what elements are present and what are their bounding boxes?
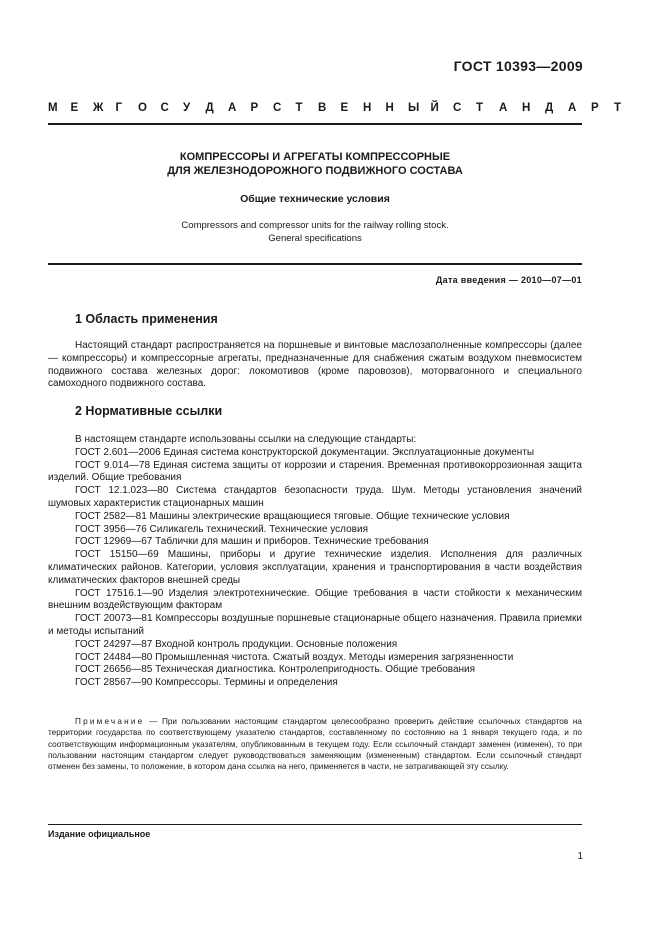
edition-label: Издание официальное xyxy=(48,829,151,839)
reference-item: ГОСТ 9.014—78 Единая система защиты от коррозии и старения. Временная противокоррозионная защита изделий. Общие требования xyxy=(48,459,582,484)
reference-item: ГОСТ 28567—90 Компрессоры. Термины и определения xyxy=(75,677,338,689)
reference-item: ГОСТ 3956—76 Силикагель технический. Технические условия xyxy=(75,523,368,535)
english-title-line-2: General specifications xyxy=(268,233,362,244)
banner-letter: Н xyxy=(363,102,372,114)
english-title xyxy=(48,219,582,245)
section-2-heading: 2 Нормативные ссылки xyxy=(75,404,223,418)
banner-letter: Ы xyxy=(408,102,420,114)
reference-item: ГОСТ 24484—80 Промышленная чистота. Сжатый воздух. Методы измерения загрязненности xyxy=(75,651,514,663)
banner-letter: С xyxy=(160,102,169,114)
banner-letter: Т xyxy=(476,102,484,114)
footer-divider xyxy=(48,824,582,825)
reference-item: ГОСТ 17516.1—90 Изделия электротехнические. Общие требования в части стойкости к механическим внешним воздействующим факторам xyxy=(48,587,582,612)
document-title xyxy=(48,150,582,178)
banner-letter: А xyxy=(228,102,237,114)
banner-letter: Р xyxy=(250,102,259,114)
reference-item: ГОСТ 15150—69 Машины, приборы и другие технические изделия. Исполнения для различных климатических районов. Категории, условия эксплуатации, хранения и транспортирования в части воздействия климатических факторов внешней среды xyxy=(48,549,582,586)
reference-item: ГОСТ 12.1.023—80 Система стандартов безопасности труда. Шум. Методы установления значений шумовых характеристик стационарных машин xyxy=(48,485,582,509)
banner-letter: Т xyxy=(614,102,622,114)
banner-letter: А xyxy=(568,102,577,114)
banner-letter: Й xyxy=(430,102,439,114)
banner-letter: Г xyxy=(115,102,123,114)
banner-letter: Д xyxy=(205,102,214,114)
document-subtitle: Общие технические условия xyxy=(240,193,390,205)
title-line-1: КОМПРЕССОРЫ И АГРЕГАТЫ КОМПРЕССОРНЫЕ xyxy=(179,151,451,163)
banner-letter: Н xyxy=(522,102,531,114)
banner-letter: Е xyxy=(340,102,349,114)
reference-item: ГОСТ 2.601—2006 Единая система конструкторской документации. Эксплуатационные документы xyxy=(75,446,535,458)
banner-word-interstate xyxy=(48,102,453,114)
banner-letter: В xyxy=(318,102,327,114)
banner-letter: Ж xyxy=(93,102,104,114)
gost-number: ГОСТ 10393—2009 xyxy=(453,58,583,74)
banner-letter: О xyxy=(138,102,147,114)
banner-letter: С xyxy=(273,102,282,114)
banner-letter: Е xyxy=(70,102,79,114)
title-divider xyxy=(48,263,582,265)
banner-letter: Р xyxy=(591,102,599,114)
page-number: 1 xyxy=(577,851,583,862)
section-2-intro: В настоящем стандарте использованы ссылки на следующие стандарты: xyxy=(75,434,417,445)
section-1-body xyxy=(48,340,582,391)
banner-letter: М xyxy=(48,102,58,114)
reference-item: ГОСТ 26656—85 Техническая диагностика. Контролепригодность. Общие требования xyxy=(75,664,476,676)
banner-letter: Т xyxy=(295,102,303,114)
banner-letter: У xyxy=(183,102,191,114)
banner-letter: А xyxy=(499,102,508,114)
note-label: Примечание xyxy=(75,717,145,726)
banner-letter: Д xyxy=(545,102,554,114)
banner-letter: Н xyxy=(385,102,394,114)
section-1-heading: 1 Область применения xyxy=(75,312,218,326)
intro-date: Дата введения — 2010—07—01 xyxy=(435,275,582,285)
reference-item: ГОСТ 24297—87 Входной контроль продукции. Основные положения xyxy=(75,638,398,650)
banner-letter: С xyxy=(453,102,462,114)
section-2-body xyxy=(48,434,582,690)
note-text: — При пользовании настоящим стандартом целесообразно проверить действие ссылочных стандартов на территории государства по соответствующему указателю стандартов, составленному по состоянию на 1 января текущего года, и по соответствующим информационным указателям, опубликованным в текущем году. Если ссылочный стандарт заменен (изменен), то при пользовании настоящим стандартом следует руководствоваться заменяющим (измененным) стандартом. Если ссылочный стандарт отменен без замены, то положение, в котором дана ссылка на него, применяется в части, не затрагивающей эту ссылку. xyxy=(48,717,582,772)
reference-item: ГОСТ 20073—81 Компрессоры воздушные поршневые стационарные общего назначения. Правила приемки и методы испытаний xyxy=(48,613,582,637)
reference-item: ГОСТ 2582—81 Машины электрические вращающиеся тяговые. Общие технические условия xyxy=(75,510,510,522)
reference-item: ГОСТ 12969—67 Таблички для машин и приборов. Технические требования xyxy=(75,536,429,548)
top-divider xyxy=(48,123,582,125)
banner-word-standard xyxy=(453,102,637,114)
interstate-standard-banner xyxy=(48,102,622,114)
section-1-text: Настоящий стандарт распространяется на поршневые и винтовые маслозаполненные компрессоры (далее — компрессоры) и компрессорные агрегаты, предназначенные для снабжения сжатым воздухом пневмосистем подвижного состава железных дорог: локомотивов (кроме паровозов), моторвагонного и специального самоходного подвижного состава. xyxy=(48,340,582,390)
note-paragraph xyxy=(48,716,582,772)
title-line-2: ДЛЯ ЖЕЛЕЗНОДОРОЖНОГО ПОДВИЖНОГО СОСТАВА xyxy=(167,165,463,177)
english-title-line-1: Compressors and compressor units for the railway rolling stock. xyxy=(181,220,449,231)
